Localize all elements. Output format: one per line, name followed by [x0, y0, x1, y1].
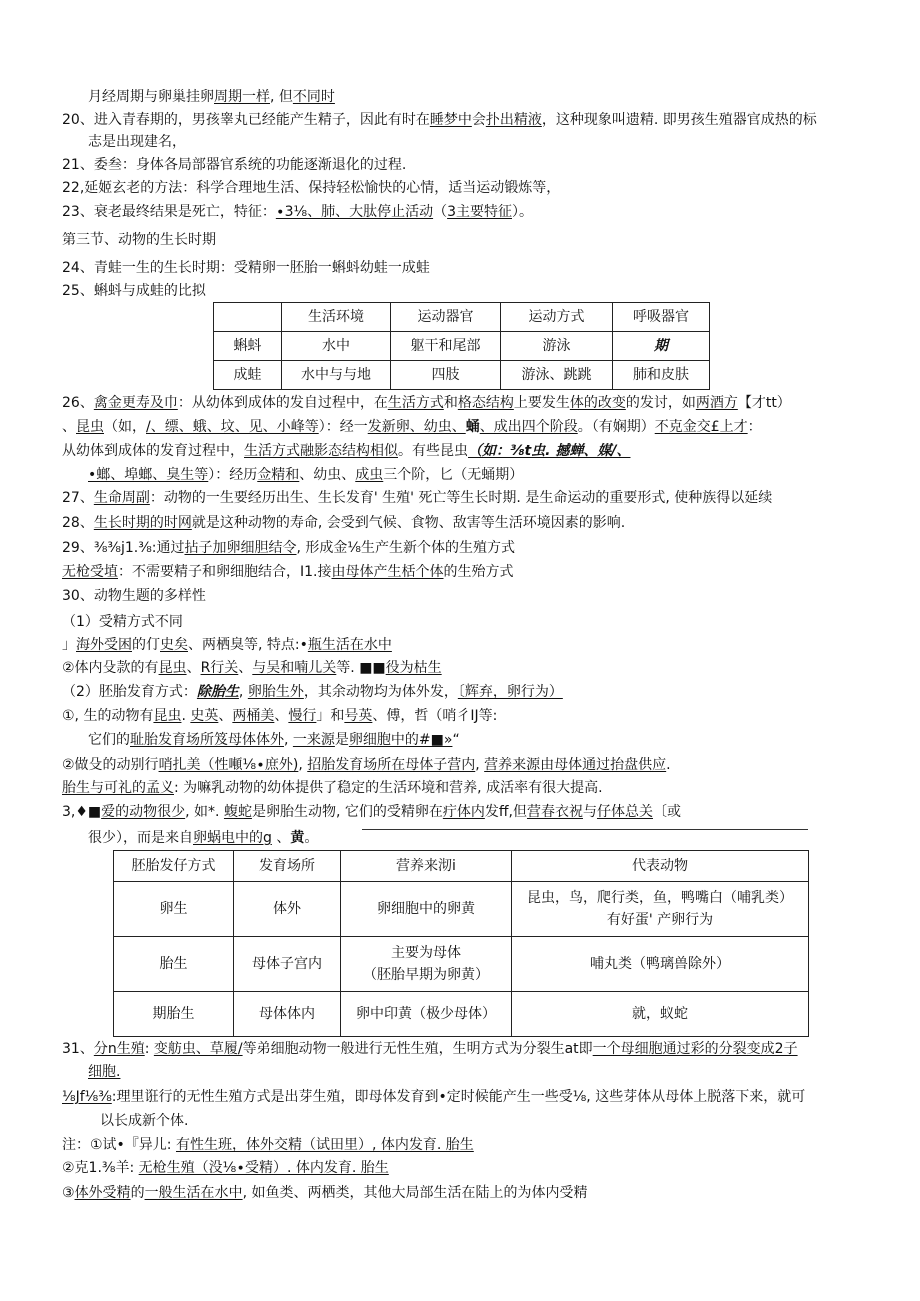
text-line-6: [62, 202, 533, 222]
table-row: [114, 937, 809, 992]
text-run: :: [144, 1041, 154, 1057]
table-cell: 运动器官: [391, 303, 501, 332]
tadpole-frog-comparison-table: [213, 302, 710, 390]
text-run: （2）胚胎发育方式：: [62, 684, 197, 700]
cell-text: 主要为母体: [391, 945, 461, 961]
text-run: 月经周期与卵巢挂卵: [88, 89, 214, 105]
text-line-16: [62, 538, 515, 558]
table-cell: [341, 937, 512, 992]
text-run: ③: [62, 1185, 75, 1201]
text-line-15: [62, 513, 625, 533]
text-line-19: [62, 612, 183, 632]
emphasized-text: 疔体内: [442, 804, 485, 820]
emphasized-text: （如：⅜t虫. 撼蝉、媒/、: [468, 443, 631, 459]
text-run: , 如*.: [185, 804, 224, 820]
emphasized-text: 海外受困: [76, 637, 132, 653]
text-run: 、: [274, 708, 289, 724]
text-line-21: [62, 658, 442, 678]
text-run: 20、进入青春期的，男孩睾丸已经能产生精子，因此有时在: [62, 112, 430, 128]
text-line-8: [62, 258, 430, 278]
text-run: （1）受精方式不同: [62, 614, 183, 630]
emphasized-text: 招胎发育场所在母体子营内: [307, 757, 476, 773]
table-cell: [214, 303, 282, 332]
text-line-26: [62, 778, 603, 798]
text-run: 志是出现建名，: [88, 134, 186, 150]
table-cell: 游泳、跳跳: [501, 361, 613, 390]
text-run: ：: [747, 419, 762, 435]
table-cell: 卵中印黄（极少母体）: [341, 992, 512, 1037]
table-cell: 蝌蚪: [214, 332, 282, 361]
text-run: 3,♦■: [62, 804, 102, 820]
emphasized-text: 除胎生: [196, 684, 239, 700]
emphasized-text: 营养来源由母体通过抬盘供应: [484, 757, 667, 773]
text-run: ）。: [512, 204, 533, 220]
emphasized-text: 昆虫: [76, 419, 104, 435]
emphasized-text: 变舫虫、草履/: [153, 1041, 243, 1057]
text-run: 、傅，哲（哨彳IJ等:: [372, 708, 498, 724]
table-header-row: [214, 303, 710, 332]
table-cell: 母体子宫内: [234, 937, 341, 992]
emphasized-text: 睡梦中: [429, 112, 472, 128]
text-line-14: [62, 488, 772, 508]
text-run: 上要发生: [513, 395, 570, 411]
cell-text: 有好蛋' 产卵行为: [606, 912, 714, 928]
text-run: 【才tt）: [737, 395, 791, 411]
text-line-32: [100, 1111, 188, 1131]
text-run: 发ff,但: [484, 804, 527, 820]
text-run: 注：①试•『异儿:: [62, 1137, 176, 1153]
text-run: ②克1.⅜羊:: [62, 1160, 139, 1176]
table-row: [114, 992, 809, 1037]
text-line-29: [62, 1039, 798, 1059]
emphasized-text: 史矣: [160, 637, 188, 653]
table-cell: 成蛙: [214, 361, 282, 390]
text-line-9: [62, 281, 206, 301]
text-run: 从幼体到成体的发育过程中，: [62, 443, 244, 459]
table-cell: 期: [613, 332, 710, 361]
text-run: 30、动物生题的多样性: [62, 588, 206, 604]
table-row: [214, 361, 710, 390]
text-run: ：动物的一生要经历出生、生长发育' 生殖' 死亡等生长时期. 是生命运动的重要形式, 使种族得以延续: [149, 490, 773, 506]
text-run: : 为嘛乳动物的幼体提供了稳定的生活环境和营养, 成活率有很大提高.: [174, 780, 603, 796]
table-row: [114, 882, 809, 937]
emphasized-text: 生活方式融影态结构相似: [244, 443, 398, 459]
emphasized-text: 两酒方: [695, 395, 738, 411]
text-run: 三个阶，匕（无蛹期）: [383, 467, 524, 483]
text-run: 的发讨，如: [625, 395, 696, 411]
table-cell: [512, 882, 809, 937]
text-run: （: [433, 204, 448, 220]
text-line-1: [88, 87, 335, 107]
text-run: , 形成金⅛生产生新个体的生殖方式: [296, 540, 515, 556]
text-line-18: [62, 586, 206, 606]
emphasized-text: 营春衣祝: [526, 804, 583, 820]
text-line-25: [62, 755, 671, 775]
text-run: ,: [284, 732, 293, 748]
text-run: ：从幼体到成体的发自过程中，在: [177, 395, 388, 411]
emphasized-text: 卵胎生外: [247, 684, 304, 700]
emphasized-text: 、成出四个阶段: [479, 419, 578, 435]
emphasized-text: 一个母细胞通过彩的分裂变成2子: [592, 1041, 798, 1057]
table-cell: 胎生: [114, 937, 234, 992]
text-run: 21、委叁：身体各局部器官系统的功能逐渐退化的过程.: [62, 157, 407, 173]
emphasized-text: ⅛Jf⅛⅜: [62, 1089, 112, 1105]
emphasized-text: 蛹: [465, 419, 480, 435]
emphasized-text: 耻胎发育场所笈母体体外: [130, 732, 284, 748]
table-cell: 体外: [234, 882, 341, 937]
text-run: 的: [130, 1185, 145, 1201]
text-run: 很少），而是来自: [88, 830, 193, 846]
text-run: 。有些昆虫: [398, 443, 468, 459]
cell-text: （胚胎早期为卵黄）: [363, 967, 489, 983]
text-run: ,: [475, 757, 485, 773]
note-line-3: [62, 1183, 587, 1203]
emphasized-text: 爱的动物很少: [101, 804, 186, 820]
text-run: 是卵胎生动物, 它们的受精卵在: [251, 804, 443, 820]
table-cell: 代表动物: [512, 851, 809, 882]
text-line-11: [62, 417, 762, 437]
text-line-28: [88, 828, 318, 848]
emphasized-text: •螂、埠螂、臭生等: [88, 467, 209, 483]
emphasized-text: 3主要特征: [447, 204, 512, 220]
emphasized-text: 分n生殖: [93, 1041, 145, 1057]
emphasized-text: 卵蜗电中的g: [193, 830, 272, 846]
emphasized-text: 号英: [344, 708, 373, 724]
text-run: 31、: [62, 1041, 94, 1057]
text-line-27: [62, 802, 681, 822]
table-cell: 水中: [282, 332, 391, 361]
table-cell: 母体体内: [234, 992, 341, 1037]
emphasized-text: 与吴和喃儿关: [252, 660, 337, 676]
text-run: “: [452, 732, 460, 748]
table-cell: 四肢: [391, 361, 501, 390]
emphasized-text: 细胞.: [88, 1064, 121, 1080]
text-run: 的仃: [132, 637, 160, 653]
emphasized-text: 周期一样: [214, 89, 270, 105]
emphasized-text: 不同时: [292, 89, 335, 105]
text-run: 」: [62, 637, 76, 653]
text-run: 它们的: [88, 732, 130, 748]
text-run: 26、: [62, 395, 94, 411]
text-run: 与: [582, 804, 597, 820]
emphasized-text: 不克金交£上才: [654, 419, 748, 435]
emphasized-text: 无枪受埴: [62, 564, 118, 580]
text-line-3: [88, 132, 186, 152]
table-cell: 运动方式: [501, 303, 613, 332]
emphasized-text: 哨扎美（性噸⅛∙庶外): [158, 757, 299, 773]
text-run: 、: [238, 660, 253, 676]
table-cell: 发育场所: [234, 851, 341, 882]
text-run: 第三节、动物的生长时期: [62, 232, 216, 248]
emphasized-text: 一般生活在水中: [144, 1185, 243, 1201]
text-run: 28、: [62, 515, 94, 531]
emphasized-text: 生长时期的时网: [93, 515, 192, 531]
emphasized-text: 成虫: [355, 467, 384, 483]
emphasized-text: 发新卵、幼虫、: [367, 419, 466, 435]
note-line-1: [62, 1135, 474, 1155]
emphasized-text: 拈子加卵细胆结令: [184, 540, 297, 556]
emphasized-text: 〔辉弃，卵行为）: [457, 684, 563, 700]
emphasized-text: 仔体总关: [596, 804, 653, 820]
text-run: ）：经一: [318, 419, 368, 435]
cell-text: 昆虫，鸟，爬行类，鱼，鸭嘴白（哺乳类）: [527, 890, 793, 906]
emphasized-text: 扑出精液: [485, 112, 542, 128]
text-line-13: [88, 465, 523, 485]
text-run: （如，: [104, 419, 146, 435]
text-line-17: [62, 562, 514, 582]
table-cell: 肺和皮肤: [613, 361, 710, 390]
emphasized-text: 禽金更寿及巾: [93, 395, 178, 411]
text-line-2: [62, 110, 817, 130]
text-run: , 如鱼类、两栖类，其他大局部生活在陆上的为体内受精: [242, 1185, 588, 1201]
emphasized-text: 史英: [190, 708, 219, 724]
horizontal-rule: [362, 829, 808, 830]
emphasized-text: /、缥、蛾、坟、见、小峰等: [146, 419, 319, 435]
emphasized-text: 体外受精: [74, 1185, 131, 1201]
text-run: ，其余动物均为体外发，: [303, 684, 458, 700]
text-line-23: [62, 706, 497, 726]
table-cell: 躯干和尾部: [391, 332, 501, 361]
table-row: [214, 332, 710, 361]
emphasized-text: 卵细胞中的#■»: [348, 732, 453, 748]
text-line-12: [62, 441, 631, 461]
text-run: ）：经历: [208, 467, 258, 483]
text-run: .: [666, 757, 671, 773]
text-run: 等. ■■: [336, 660, 386, 676]
emphasized-text: 一来源: [292, 732, 335, 748]
table-cell: 哺丸类（鸭璃兽除外）: [512, 937, 809, 992]
table-cell: 就，蚁蛇: [512, 992, 809, 1037]
text-run: ①, 生的动物有: [62, 708, 154, 724]
text-run: :理里诳行的无性生殖方式是出芽生殖，即母体发育到•定时候能产生一些受⅛, 这些芽体从母体上脱落下来，就可: [111, 1089, 806, 1105]
emphasized-text: 瓶生活在水中: [307, 637, 392, 653]
text-run: 的生殆方式: [443, 564, 514, 580]
emphasized-text: 蝮蛇: [223, 804, 252, 820]
text-run: 23、衰老最终结果是死亡，特征：: [62, 204, 276, 220]
text-run: 29、⅜⅜j1.⅜:通过: [62, 540, 185, 556]
text-run: ②体内殳款的有: [62, 660, 159, 676]
emphasized-text: 格态结构: [457, 395, 514, 411]
text-run: .: [181, 708, 191, 724]
text-line-31: [62, 1087, 805, 1107]
text-run: 和: [443, 395, 458, 411]
emphasized-text: ∙3⅛、肺、大肽停止活动: [275, 204, 434, 220]
text-run: 22,延姬玄老的方法：科学合理地生活、保持轻松愉快的心情，适当运动锻炼等，: [62, 180, 561, 196]
text-run: 、: [271, 830, 291, 846]
text-line-5: [62, 178, 560, 198]
embryo-development-table: [113, 850, 809, 1037]
emphasized-text: 役为枯生: [385, 660, 442, 676]
section-heading: [62, 230, 216, 250]
text-run: 、幼虫、: [299, 467, 356, 483]
table-cell: 期胎生: [114, 992, 234, 1037]
text-run: 会: [471, 112, 486, 128]
text-run: 就是这种动物的寿命, 会受到气候、食物、敌害等生活环境因素的影响.: [191, 515, 626, 531]
text-line-30: [88, 1062, 120, 1082]
text-run: 27、: [62, 490, 94, 506]
emphasized-text: 两桶美: [232, 708, 275, 724]
table-header-row: [114, 851, 809, 882]
text-run: ：不需要精子和卵细胞结合，I1.接: [118, 564, 332, 580]
table-cell: 胚胎发仔方式: [114, 851, 234, 882]
text-run: 。（有娴期）: [577, 419, 655, 435]
text-run: 以长成新个体.: [100, 1113, 189, 1129]
text-run: 。: [304, 830, 319, 846]
text-run: 、: [218, 708, 233, 724]
text-line-20: [62, 635, 392, 655]
text-run: ，这种现象叫遗精. 即男孩生殖器官成热的标: [541, 112, 817, 128]
text-run: 、两栖臭等, 特点:•: [188, 637, 308, 653]
emphasized-text: 生命周副: [93, 490, 150, 506]
table-cell: 生活环境: [282, 303, 391, 332]
emphasized-text: 黄: [290, 830, 305, 846]
table-cell: 水中与与地: [282, 361, 391, 390]
emphasized-text: 生活方式: [387, 395, 444, 411]
text-line-4: [62, 155, 406, 175]
text-run: 〔或: [652, 804, 681, 820]
emphasized-text: 昆虫: [153, 708, 182, 724]
note-line-2: [62, 1158, 389, 1178]
text-line-10: [62, 393, 791, 413]
text-run: ,: [238, 684, 248, 700]
emphasized-text: 体的改变: [569, 395, 626, 411]
text-line-22: [62, 682, 563, 702]
table-cell: 营养来沏i: [341, 851, 512, 882]
text-run: 25、蝌蚪与成蛙的比拟: [62, 283, 206, 299]
text-run: 24、青蛙一生的生长时期：受精卵一胚胎一蝌蚪幼蛙一成蛙: [62, 260, 430, 276]
text-run: , 但: [270, 89, 293, 105]
text-run: 等弟细胞动物一般进行无性生殖，生明方式为分裂生at即: [242, 1041, 593, 1057]
text-run: 、: [62, 419, 76, 435]
text-run: 是: [334, 732, 349, 748]
emphasized-text: R行关: [200, 660, 239, 676]
text-run: 」和: [316, 708, 345, 724]
table-cell: 卵细胞中的卵黄: [341, 882, 512, 937]
emphasized-text: 佥精和: [257, 467, 300, 483]
table-cell: 卵生: [114, 882, 234, 937]
emphasized-text: 慢行: [288, 708, 317, 724]
emphasized-text: 昆虫: [158, 660, 187, 676]
table-cell: 呼吸器官: [613, 303, 710, 332]
text-run: 、: [186, 660, 201, 676]
emphasized-text: 胎生与可礼的孟义: [62, 780, 174, 796]
emphasized-text: 有性生班，体外交精（试田里）, 体内发育. 胎生: [175, 1137, 474, 1153]
text-line-24: [88, 730, 460, 750]
emphasized-text: 无枪生殖（没⅛∙受精）. 体内发育. 胎生: [138, 1160, 389, 1176]
text-run: ②做殳的动别行: [62, 757, 159, 773]
text-run: ,: [298, 757, 308, 773]
emphasized-text: 由母体产生栝个体: [331, 564, 444, 580]
table-cell: 游泳: [501, 332, 613, 361]
